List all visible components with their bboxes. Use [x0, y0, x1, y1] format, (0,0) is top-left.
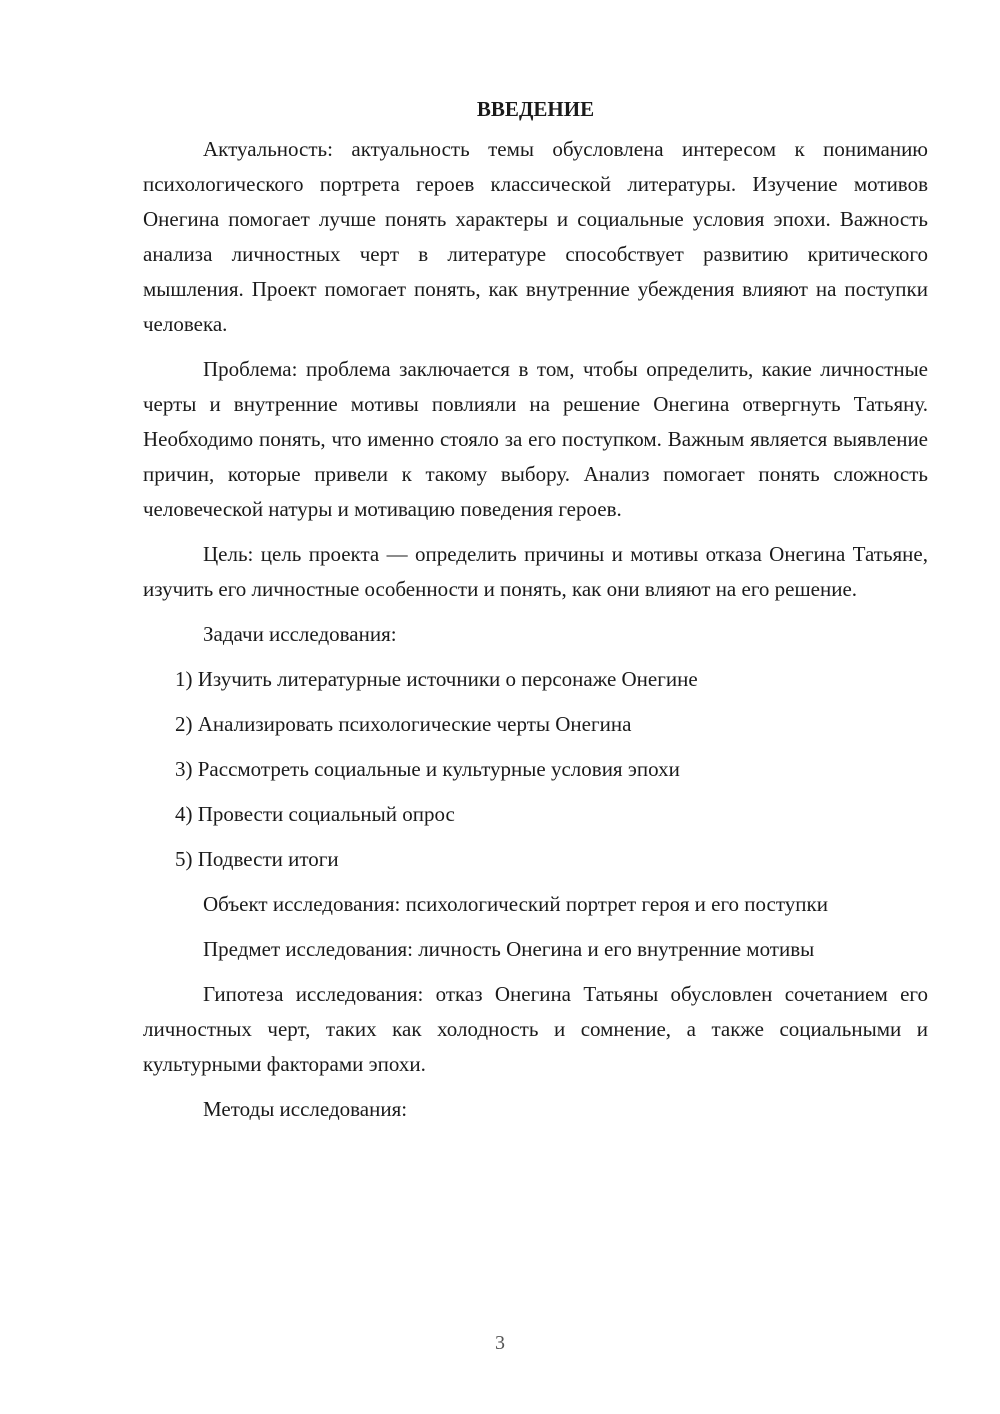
subject-paragraph: Предмет исследования: личность Онегина и его внутренние мотивы [203, 937, 815, 961]
problem-paragraph: Проблема: проблема заключается в том, чтобы определить, какие личностные черты и внутренние мотивы повлияли на решение Онегина отвергнуть Татьяну. Необходимо понять, что именно стояло за его поступком. Важным является выявление причин, которые привели к такому выбору. Анализ помогает понять сложность человеческой натуры и мотивацию поведения героев. [143, 357, 928, 521]
tasks-heading: Задачи исследования: [203, 622, 397, 646]
methods-heading: Методы исследования: [203, 1097, 408, 1121]
list-item: 1) Изучить литературные источники о персонаже Онегине [175, 667, 698, 691]
list-item: 2) Анализировать психологические черты Онегина [175, 712, 632, 736]
tasks-list [143, 662, 928, 877]
hypothesis-paragraph: Гипотеза исследования: отказ Онегина Татьяны обусловлен сочетанием его личностных черт, таких как холодность и сомнение, а также социальными и культурными факторами эпохи. [143, 982, 928, 1076]
object-paragraph: Объект исследования: психологический портрет героя и его поступки [203, 892, 828, 916]
list-item: 3) Рассмотреть социальные и культурные условия эпохи [175, 757, 680, 781]
list-item: 5) Подвести итоги [175, 847, 339, 871]
list-item: 4) Провести социальный опрос [175, 802, 455, 826]
page-number: 3 [495, 1332, 505, 1354]
relevance-paragraph: Актуальность: актуальность темы обусловлена интересом к пониманию психологического портрета героев классической литературы. Изучение мотивов Онегина помогает лучше понять характеры и социальные условия эпохи. Важность анализа личностных черт в литературе способствует развитию критического мышления. Проект помогает понять, как внутренние убеждения влияют на поступки человека. [143, 137, 928, 336]
goal-paragraph: Цель: цель проекта — определить причины и мотивы отказа Онегина Татьяне, изучить его личностные особенности и понять, как они влияют на его решение. [143, 542, 928, 601]
section-title: ВВЕДЕНИЕ [476, 97, 595, 121]
document-page [143, 92, 928, 1137]
